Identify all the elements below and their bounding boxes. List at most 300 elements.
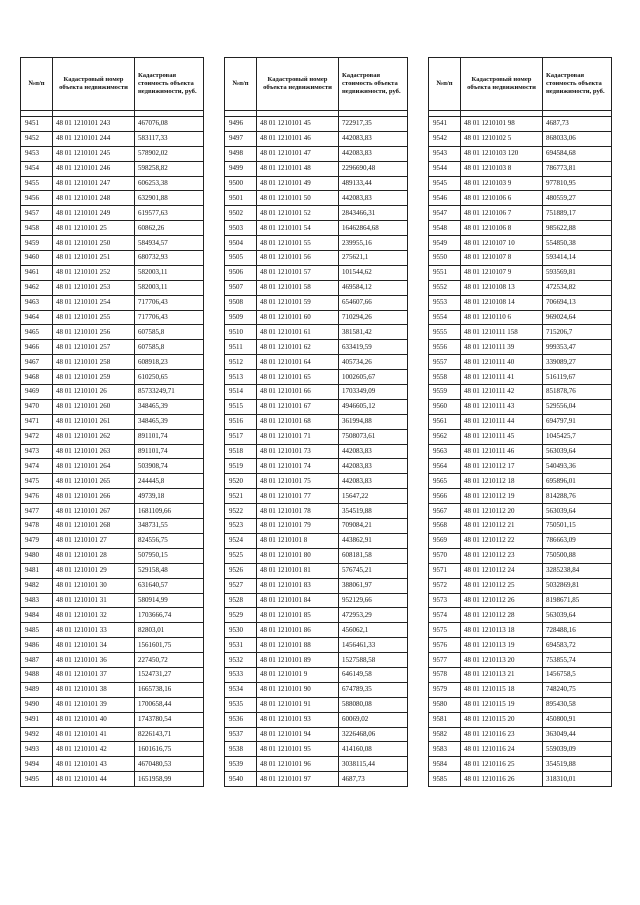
table-row <box>21 474 204 489</box>
cadastral-cost-cell: 722917,35 <box>339 117 408 132</box>
row-number-cell: 9480 <box>21 548 53 563</box>
table-row <box>21 459 204 474</box>
cadastral-cost-cell: 1045425,7 <box>543 429 612 444</box>
row-number-cell: 9565 <box>429 474 461 489</box>
cadastral-number-cell: 48 01 1210106 8 <box>461 221 543 236</box>
cadastral-cost-cell: 405734,26 <box>339 355 408 370</box>
cadastral-cost-cell: 576745,21 <box>339 563 408 578</box>
row-number-cell: 9461 <box>21 265 53 280</box>
cadastral-number-cell: 48 01 1210111 41 <box>461 370 543 385</box>
table-row <box>429 474 612 489</box>
cadastral-cost-cell: 1456758,5 <box>543 667 612 682</box>
cadastral-number-cell: 48 01 1210101 64 <box>257 355 339 370</box>
cadastral-number-cell: 48 01 1210110 6 <box>461 310 543 325</box>
cadastral-cost-cell: 633419,59 <box>339 340 408 355</box>
table-row <box>225 131 408 146</box>
cadastral-number-cell: 48 01 1210112 19 <box>461 489 543 504</box>
table-row <box>21 682 204 697</box>
table-row <box>429 191 612 206</box>
row-number-cell: 9463 <box>21 295 53 310</box>
table-row <box>225 548 408 563</box>
table-row <box>21 444 204 459</box>
cadastral-cost-cell: 563039,64 <box>543 504 612 519</box>
row-number-cell: 9577 <box>429 653 461 668</box>
header-row <box>429 58 612 111</box>
table-row <box>429 221 612 236</box>
cadastral-number-cell: 48 01 1210113 21 <box>461 667 543 682</box>
row-number-cell: 9518 <box>225 444 257 459</box>
cadastral-cost-cell: 582003,11 <box>135 280 204 295</box>
cadastral-cost-cell: 60862,26 <box>135 221 204 236</box>
row-number-cell: 9469 <box>21 385 53 400</box>
table-row <box>225 727 408 742</box>
cadastral-number-cell: 48 01 1210101 267 <box>53 504 135 519</box>
table-row <box>225 295 408 310</box>
row-number-cell: 9527 <box>225 578 257 593</box>
table-row <box>429 519 612 534</box>
table-row <box>429 161 612 176</box>
cadastral-cost-cell: 646149,58 <box>339 667 408 682</box>
row-number-cell: 9546 <box>429 191 461 206</box>
table-row <box>225 444 408 459</box>
table-row <box>429 489 612 504</box>
row-number-cell: 9564 <box>429 459 461 474</box>
row-number-cell: 9456 <box>21 191 53 206</box>
table-row <box>21 399 204 414</box>
cadastral-number-cell: 48 01 1210101 252 <box>53 265 135 280</box>
row-number-cell: 9451 <box>21 117 53 132</box>
cadastral-cost-cell: 318310,01 <box>543 772 612 787</box>
table-row <box>429 280 612 295</box>
cadastral-number-cell: 48 01 1210101 30 <box>53 578 135 593</box>
cadastral-number-cell: 48 01 1210101 25 <box>53 221 135 236</box>
table-row <box>21 519 204 534</box>
table-row <box>21 325 204 340</box>
cadastral-cost-cell: 3226468,06 <box>339 727 408 742</box>
row-number-cell: 9535 <box>225 697 257 712</box>
cadastral-number-cell: 48 01 1210111 40 <box>461 355 543 370</box>
row-number-cell: 9506 <box>225 265 257 280</box>
table-row <box>429 206 612 221</box>
cadastral-cost-cell: 540493,36 <box>543 459 612 474</box>
cadastral-number-cell: 48 01 1210101 46 <box>257 131 339 146</box>
cadastral-cost-cell: 244445,8 <box>135 474 204 489</box>
cadastral-cost-cell: 607585,8 <box>135 340 204 355</box>
cadastral-cost-cell: 456062,1 <box>339 623 408 638</box>
cadastral-cost-cell: 606253,38 <box>135 176 204 191</box>
cadastral-cost-cell: 354519,88 <box>543 757 612 772</box>
cadastral-cost-cell: 348465,39 <box>135 399 204 414</box>
row-number-cell: 9578 <box>429 667 461 682</box>
cadastral-cost-cell: 717706,43 <box>135 295 204 310</box>
cadastral-cost-cell: 480559,27 <box>543 191 612 206</box>
table-row <box>21 638 204 653</box>
table-row <box>429 653 612 668</box>
table-row <box>429 385 612 400</box>
table-row <box>21 667 204 682</box>
row-number-cell: 9541 <box>429 117 461 132</box>
cadastral-number-cell: 48 01 1210101 41 <box>53 727 135 742</box>
row-number-cell: 9487 <box>21 653 53 668</box>
cadastral-number-cell: 48 01 1210101 84 <box>257 593 339 608</box>
row-number-cell: 9557 <box>429 355 461 370</box>
cadastral-number-cell: 48 01 1210101 38 <box>53 682 135 697</box>
table-row <box>225 742 408 757</box>
cadastral-number-cell: 48 01 1210106 7 <box>461 206 543 221</box>
column-header-cadastral-number: Кадастровый номер объекта недвижимости <box>257 58 339 111</box>
cadastral-cost-cell: 728488,16 <box>543 623 612 638</box>
cadastral-number-cell: 48 01 1210101 26 <box>53 385 135 400</box>
table-row <box>225 280 408 295</box>
cadastral-cost-cell: 753855,74 <box>543 653 612 668</box>
row-number-cell: 9497 <box>225 131 257 146</box>
table-row <box>225 370 408 385</box>
table-row <box>429 697 612 712</box>
cadastral-cost-cell: 559039,09 <box>543 742 612 757</box>
table-row <box>429 310 612 325</box>
row-number-cell: 9554 <box>429 310 461 325</box>
cadastral-number-cell: 48 01 1210106 6 <box>461 191 543 206</box>
cadastral-cost-cell: 442083,83 <box>339 191 408 206</box>
row-number-cell: 9522 <box>225 504 257 519</box>
row-number-cell: 9516 <box>225 414 257 429</box>
cadastral-number-cell: 48 01 1210101 255 <box>53 310 135 325</box>
cadastral-number-cell: 48 01 1210101 98 <box>461 117 543 132</box>
row-number-cell: 9499 <box>225 161 257 176</box>
table-row <box>21 429 204 444</box>
cadastral-cost-cell: 607585,8 <box>135 325 204 340</box>
table-row <box>21 146 204 161</box>
row-number-cell: 9532 <box>225 653 257 668</box>
cadastral-number-cell: 48 01 1210101 244 <box>53 131 135 146</box>
row-number-cell: 9490 <box>21 697 53 712</box>
cadastral-number-cell: 48 01 1210101 43 <box>53 757 135 772</box>
table-row <box>429 727 612 742</box>
cadastral-cost-cell: 348731,55 <box>135 519 204 534</box>
row-number-cell: 9479 <box>21 533 53 548</box>
row-number-cell: 9563 <box>429 444 461 459</box>
row-number-cell: 9570 <box>429 548 461 563</box>
cadastral-cost-cell: 694797,91 <box>543 414 612 429</box>
table-row <box>225 667 408 682</box>
table-row <box>429 608 612 623</box>
table-row <box>225 578 408 593</box>
table-row <box>21 742 204 757</box>
cadastral-cost-cell: 361994,88 <box>339 414 408 429</box>
cadastral-table-1 <box>20 57 204 787</box>
cadastral-number-cell: 48 01 1210101 61 <box>257 325 339 340</box>
cadastral-cost-cell: 584934,57 <box>135 236 204 251</box>
cadastral-number-cell: 48 01 1210108 13 <box>461 280 543 295</box>
cadastral-number-cell: 48 01 1210116 24 <box>461 742 543 757</box>
cadastral-cost-cell: 5032869,81 <box>543 578 612 593</box>
cadastral-number-cell: 48 01 1210101 97 <box>257 772 339 787</box>
cadastral-cost-cell: 694584,68 <box>543 146 612 161</box>
row-number-cell: 9548 <box>429 221 461 236</box>
row-number-cell: 9562 <box>429 429 461 444</box>
table-row <box>225 504 408 519</box>
cadastral-number-cell: 48 01 1210101 93 <box>257 712 339 727</box>
table-row <box>21 280 204 295</box>
row-number-cell: 9486 <box>21 638 53 653</box>
cadastral-number-cell: 48 01 1210101 48 <box>257 161 339 176</box>
table-row <box>225 221 408 236</box>
row-number-cell: 9524 <box>225 533 257 548</box>
table-row <box>21 176 204 191</box>
row-number-cell: 9505 <box>225 251 257 266</box>
row-number-cell: 9460 <box>21 251 53 266</box>
row-number-cell: 9529 <box>225 608 257 623</box>
cadastral-cost-cell: 1002605,67 <box>339 370 408 385</box>
cadastral-number-cell: 48 01 1210101 260 <box>53 399 135 414</box>
row-number-cell: 9512 <box>225 355 257 370</box>
table-row <box>21 131 204 146</box>
cadastral-number-cell: 48 01 1210101 91 <box>257 697 339 712</box>
cadastral-number-cell: 48 01 1210101 44 <box>53 772 135 787</box>
cadastral-number-cell: 48 01 1210101 74 <box>257 459 339 474</box>
cadastral-cost-cell: 786663,09 <box>543 533 612 548</box>
table-row <box>21 489 204 504</box>
column-header-number: №п/п <box>429 58 461 111</box>
table-row <box>225 474 408 489</box>
cadastral-number-cell: 48 01 1210115 19 <box>461 697 543 712</box>
table-row <box>225 489 408 504</box>
cadastral-cost-cell: 610250,65 <box>135 370 204 385</box>
cadastral-cost-cell: 578902,02 <box>135 146 204 161</box>
table-row <box>225 236 408 251</box>
row-number-cell: 9551 <box>429 265 461 280</box>
row-number-cell: 9459 <box>21 236 53 251</box>
cadastral-table-2 <box>224 57 408 787</box>
row-number-cell: 9473 <box>21 444 53 459</box>
cadastral-cost-cell: 516119,67 <box>543 370 612 385</box>
cadastral-cost-cell: 1743780,54 <box>135 712 204 727</box>
cadastral-number-cell: 48 01 1210101 96 <box>257 757 339 772</box>
cadastral-number-cell: 48 01 1210101 263 <box>53 444 135 459</box>
cadastral-cost-cell: 710294,26 <box>339 310 408 325</box>
row-number-cell: 9488 <box>21 667 53 682</box>
cadastral-number-cell: 48 01 1210111 42 <box>461 385 543 400</box>
cadastral-cost-cell: 680732,93 <box>135 251 204 266</box>
row-number-cell: 9520 <box>225 474 257 489</box>
row-number-cell: 9526 <box>225 563 257 578</box>
cadastral-number-cell: 48 01 1210101 251 <box>53 251 135 266</box>
table-row <box>429 757 612 772</box>
table-row <box>225 414 408 429</box>
cadastral-number-cell: 48 01 1210101 257 <box>53 340 135 355</box>
table-row <box>429 638 612 653</box>
cadastral-number-cell: 48 01 1210115 20 <box>461 712 543 727</box>
cadastral-number-cell: 48 01 1210103 9 <box>461 176 543 191</box>
row-number-cell: 9545 <box>429 176 461 191</box>
column-header-number: №п/п <box>21 58 53 111</box>
table-row <box>429 295 612 310</box>
table-row <box>429 117 612 132</box>
row-number-cell: 9498 <box>225 146 257 161</box>
table-row <box>225 206 408 221</box>
cadastral-cost-cell: 1665738,16 <box>135 682 204 697</box>
cadastral-number-cell: 48 01 1210101 262 <box>53 429 135 444</box>
table-row <box>225 191 408 206</box>
table-row <box>225 757 408 772</box>
table-row <box>21 727 204 742</box>
row-number-cell: 9462 <box>21 280 53 295</box>
cadastral-number-cell: 48 01 1210112 24 <box>461 563 543 578</box>
cadastral-cost-cell: 16462864,68 <box>339 221 408 236</box>
table-row <box>225 623 408 638</box>
table-row <box>21 697 204 712</box>
cadastral-number-cell: 48 01 1210101 253 <box>53 280 135 295</box>
cadastral-number-cell: 48 01 1210101 88 <box>257 638 339 653</box>
cadastral-cost-cell: 999353,47 <box>543 340 612 355</box>
cadastral-number-cell: 48 01 1210108 14 <box>461 295 543 310</box>
table-row <box>21 623 204 638</box>
row-number-cell: 9582 <box>429 727 461 742</box>
row-number-cell: 9466 <box>21 340 53 355</box>
table-row <box>21 772 204 787</box>
cadastral-cost-cell: 1601616,75 <box>135 742 204 757</box>
column-header-cadastral-cost: Кадастровая стоимость объекта недвижимости, руб. <box>543 58 612 111</box>
row-number-cell: 9558 <box>429 370 461 385</box>
cadastral-cost-cell: 443862,91 <box>339 533 408 548</box>
table-row <box>429 399 612 414</box>
cadastral-cost-cell: 8226143,71 <box>135 727 204 742</box>
row-number-cell: 9566 <box>429 489 461 504</box>
cadastral-number-cell: 48 01 1210116 25 <box>461 757 543 772</box>
table-row <box>429 355 612 370</box>
cadastral-cost-cell: 442083,83 <box>339 146 408 161</box>
row-number-cell: 9467 <box>21 355 53 370</box>
cadastral-cost-cell: 2843466,31 <box>339 206 408 221</box>
row-number-cell: 9491 <box>21 712 53 727</box>
cadastral-number-cell: 48 01 1210101 247 <box>53 176 135 191</box>
cadastral-cost-cell: 895430,58 <box>543 697 612 712</box>
cadastral-number-cell: 48 01 1210101 50 <box>257 191 339 206</box>
cadastral-cost-cell: 554850,38 <box>543 236 612 251</box>
table-row <box>21 712 204 727</box>
table-row <box>429 459 612 474</box>
cadastral-number-cell: 48 01 1210101 81 <box>257 563 339 578</box>
row-number-cell: 9509 <box>225 310 257 325</box>
cadastral-cost-cell: 952129,66 <box>339 593 408 608</box>
cadastral-cost-cell: 467076,08 <box>135 117 204 132</box>
table-row <box>225 563 408 578</box>
cadastral-number-cell: 48 01 1210101 86 <box>257 623 339 638</box>
row-number-cell: 9525 <box>225 548 257 563</box>
row-number-cell: 9507 <box>225 280 257 295</box>
cadastral-cost-cell: 619577,63 <box>135 206 204 221</box>
table-row <box>429 146 612 161</box>
column-header-cadastral-number: Кадастровый номер объекта недвижимости <box>461 58 543 111</box>
cadastral-cost-cell: 489133,44 <box>339 176 408 191</box>
table-row <box>21 191 204 206</box>
row-number-cell: 9574 <box>429 608 461 623</box>
cadastral-number-cell: 48 01 1210116 26 <box>461 772 543 787</box>
row-number-cell: 9471 <box>21 414 53 429</box>
table-row <box>429 340 612 355</box>
cadastral-number-cell: 48 01 1210107 8 <box>461 251 543 266</box>
cadastral-cost-cell: 3285238,84 <box>543 563 612 578</box>
cadastral-cost-cell: 891101,74 <box>135 429 204 444</box>
table-row <box>21 310 204 325</box>
cadastral-cost-cell: 60069,02 <box>339 712 408 727</box>
row-number-cell: 9476 <box>21 489 53 504</box>
row-number-cell: 9489 <box>21 682 53 697</box>
cadastral-number-cell: 48 01 1210112 26 <box>461 593 543 608</box>
cadastral-number-cell: 48 01 1210101 77 <box>257 489 339 504</box>
row-number-cell: 9538 <box>225 742 257 757</box>
row-number-cell: 9484 <box>21 608 53 623</box>
cadastral-cost-cell: 442083,83 <box>339 459 408 474</box>
table-row <box>225 310 408 325</box>
table-row <box>225 429 408 444</box>
table-row <box>21 251 204 266</box>
table-row <box>429 548 612 563</box>
table-row <box>21 414 204 429</box>
cadastral-cost-cell: 593569,81 <box>543 265 612 280</box>
cadastral-cost-cell: 608181,58 <box>339 548 408 563</box>
table-row <box>21 578 204 593</box>
table-row <box>225 593 408 608</box>
cadastral-cost-cell: 503908,74 <box>135 459 204 474</box>
row-number-cell: 9552 <box>429 280 461 295</box>
row-number-cell: 9528 <box>225 593 257 608</box>
cadastral-number-cell: 48 01 1210115 18 <box>461 682 543 697</box>
cadastral-cost-cell: 694583,72 <box>543 638 612 653</box>
cadastral-number-cell: 48 01 1210101 29 <box>53 563 135 578</box>
cadastral-number-cell: 48 01 1210101 58 <box>257 280 339 295</box>
header-row <box>21 58 204 111</box>
row-number-cell: 9475 <box>21 474 53 489</box>
cadastral-cost-cell: 2296690,48 <box>339 161 408 176</box>
table-row <box>21 340 204 355</box>
table-row <box>429 429 612 444</box>
cadastral-cost-cell: 1524731,27 <box>135 667 204 682</box>
cadastral-cost-cell: 275621,1 <box>339 251 408 266</box>
cadastral-number-cell: 48 01 1210113 19 <box>461 638 543 653</box>
cadastral-cost-cell: 598258,82 <box>135 161 204 176</box>
cadastral-number-cell: 48 01 1210101 33 <box>53 623 135 638</box>
row-number-cell: 9502 <box>225 206 257 221</box>
cadastral-cost-cell: 4670480,53 <box>135 757 204 772</box>
table-row <box>429 667 612 682</box>
cadastral-cost-cell: 868033,06 <box>543 131 612 146</box>
cadastral-number-cell: 48 01 1210113 18 <box>461 623 543 638</box>
cadastral-number-cell: 48 01 1210101 254 <box>53 295 135 310</box>
row-number-cell: 9468 <box>21 370 53 385</box>
cadastral-number-cell: 48 01 1210101 264 <box>53 459 135 474</box>
table-row <box>225 176 408 191</box>
table-row <box>429 325 612 340</box>
row-number-cell: 9575 <box>429 623 461 638</box>
row-number-cell: 9500 <box>225 176 257 191</box>
cadastral-number-cell: 48 01 1210101 54 <box>257 221 339 236</box>
row-number-cell: 9482 <box>21 578 53 593</box>
row-number-cell: 9581 <box>429 712 461 727</box>
cadastral-number-cell: 48 01 1210101 265 <box>53 474 135 489</box>
row-number-cell: 9519 <box>225 459 257 474</box>
cadastral-number-cell: 48 01 1210101 95 <box>257 742 339 757</box>
cadastral-number-cell: 48 01 1210101 39 <box>53 697 135 712</box>
row-number-cell: 9542 <box>429 131 461 146</box>
cadastral-number-cell: 48 01 1210101 52 <box>257 206 339 221</box>
document-page <box>20 57 612 783</box>
row-number-cell: 9457 <box>21 206 53 221</box>
row-number-cell: 9481 <box>21 563 53 578</box>
row-number-cell: 9568 <box>429 519 461 534</box>
table-row <box>225 682 408 697</box>
cadastral-number-cell: 48 01 1210101 40 <box>53 712 135 727</box>
